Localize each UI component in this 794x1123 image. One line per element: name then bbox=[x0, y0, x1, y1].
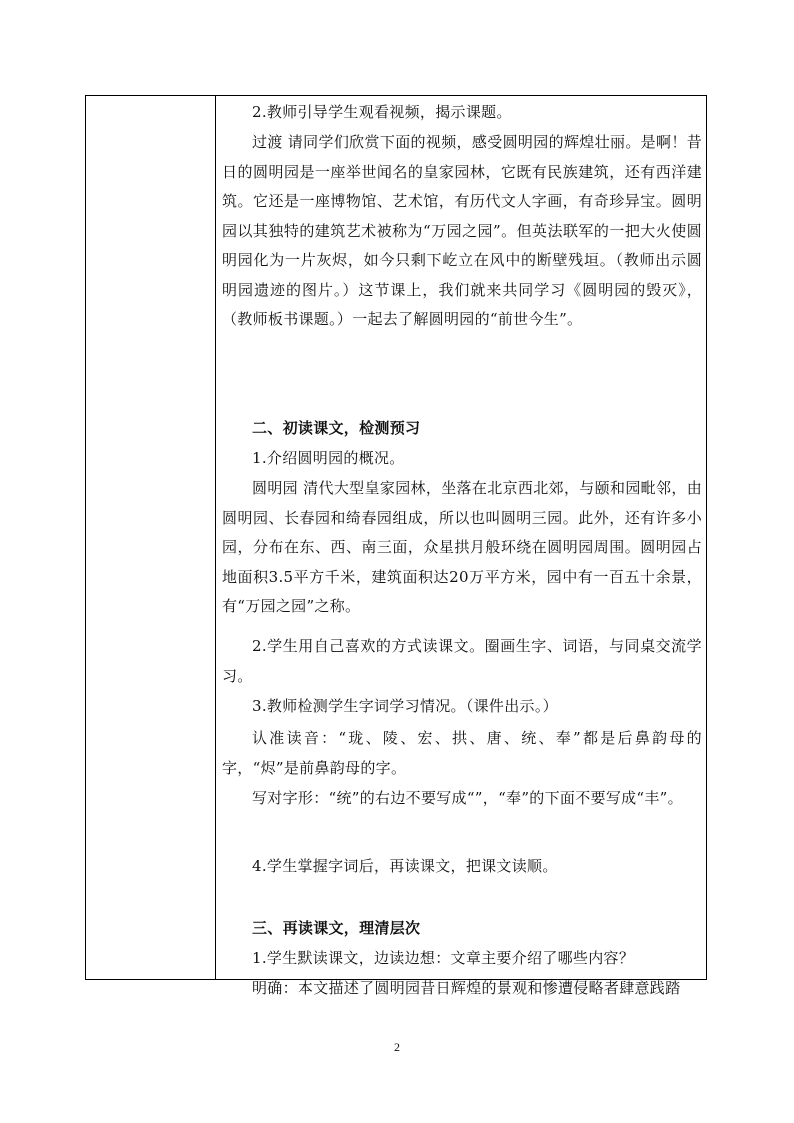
step-2-read: 2.学生用自己喜欢的方式读课文。圈画生字、词语，与同桌交流学习。 bbox=[222, 637, 702, 685]
step-1-silent-read: 1.学生默读课文，边读边想：文章主要介绍了哪些内容？ bbox=[252, 949, 635, 967]
section-heading-3: 三、再读课文，理清层次 bbox=[252, 919, 421, 937]
writing-note: 写对字形：“统”的右边不要写成“”，“奉”的下面不要写成“丰”。 bbox=[252, 789, 683, 807]
step-1-intro: 1.介绍圆明园的概况。 bbox=[252, 449, 405, 467]
table-content-column bbox=[216, 96, 706, 997]
table-left-column bbox=[86, 96, 216, 979]
page-number: 2 bbox=[394, 1040, 400, 1054]
lesson-table bbox=[85, 95, 707, 997]
step-3-check: 3.教师检测学生字词学习情况。（课件出示。） bbox=[252, 697, 558, 715]
step-2-video: 2.教师引导学生观看视频，揭示课题。 bbox=[252, 103, 512, 121]
pronunciation-note: 认准读音：“珑、陵、宏、拱、唐、统、奉”都是后鼻韵母的字，“烬”是前鼻韵母的字。 bbox=[222, 729, 702, 777]
section-heading-2: 二、初读课文，检测预习 bbox=[252, 419, 421, 437]
step-4-reread: 4.学生掌握字词后，再读课文，把课文读顺。 bbox=[252, 857, 558, 875]
clarification-paragraph: 明确：本文描述了圆明园昔日辉煌的景观和惨遭侵略者肆意践踏 bbox=[252, 979, 681, 997]
yuanmingyuan-overview: 圆明园 清代大型皇家园林，坐落在北京西北郊，与颐和园毗邻，由圆明园、长春园和绮春园组成，所以也叫圆明三园。此外，还有许多小园，分布在东、西、南三面，众星拱月般环绕在圆明园周围。圆明园占地面积3.5平方千米，建筑面积达20万平方米，园中有一百五十余景，有“万园之园”之称。 bbox=[222, 479, 702, 615]
transition-paragraph: 过渡 请同学们欣赏下面的视频，感受圆明园的辉煌壮丽。是啊！昔日的圆明园是一座举世闻名的皇家园林，它既有民族建筑，还有西洋建筑。它还是一座博物馆、艺术馆，有历代文人字画，有奇珍异宝。圆明园以其独特的建筑艺术被称为“万园之园”。但英法联军的一把大火使圆明园化为一片灰烬，如今只剩下屹立在风中的断壁残垣。（教师出示圆明园遗迹的图片。）这节课上，我们就来共同学习《圆明园的毁灭》，（教师板书课题。）一起去了解圆明园的“前世今生”。 bbox=[222, 133, 702, 328]
